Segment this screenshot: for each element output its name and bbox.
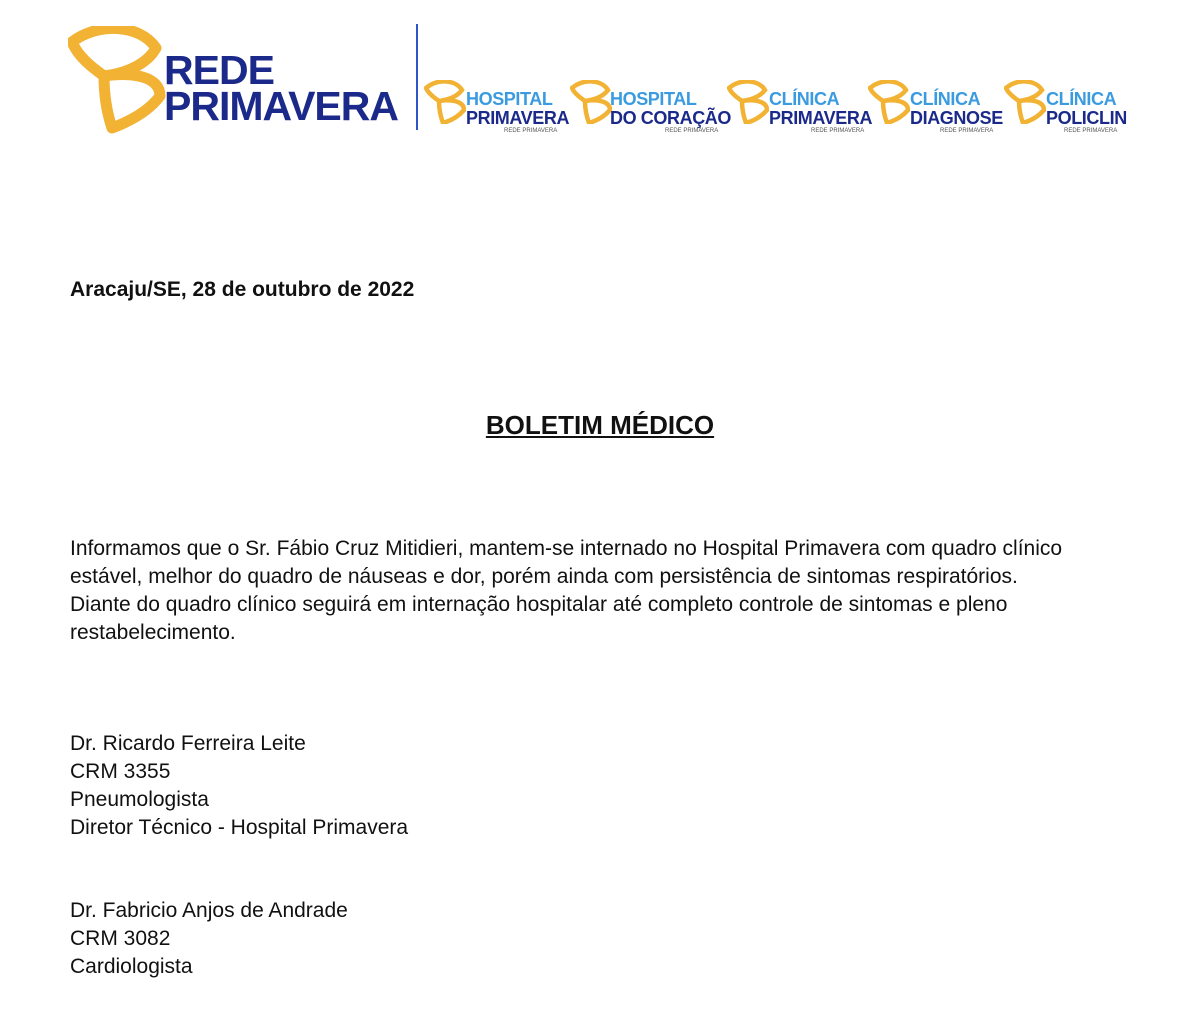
sub-logo-tag: REDE PRIMAVERA xyxy=(811,128,865,134)
hospital-primavera-logo xyxy=(424,78,574,140)
sub-logo-line2: DO CORAÇÃO xyxy=(610,108,731,128)
sub-logo-tag: REDE PRIMAVERA xyxy=(1064,128,1118,134)
sub-logo-line2: DIAGNOSE xyxy=(910,108,1003,128)
signature-name: Dr. Ricardo Ferreira Leite xyxy=(70,732,306,755)
butterfly-icon xyxy=(570,80,612,124)
sub-logo-tag: REDE PRIMAVERA xyxy=(504,128,558,134)
butterfly-icon xyxy=(1004,80,1046,124)
sub-logo-line1: HOSPITAL xyxy=(610,89,697,109)
sub-logo-line2: PRIMAVERA xyxy=(769,108,873,128)
sub-logo-line1: CLÍNICA xyxy=(910,89,981,109)
bulletin-paragraph: Diante do quadro clínico seguirá em internação hospitalar até completo controle de sintomas e pleno restabelecimento. xyxy=(70,593,1008,644)
butterfly-icon xyxy=(68,26,168,136)
clinica-diagnose-logo xyxy=(868,78,1008,140)
sub-logo-line2: POLICLIN xyxy=(1046,108,1127,128)
sub-logo-tag: REDE PRIMAVERA xyxy=(665,128,719,134)
signature-name: Dr. Fabricio Anjos de Andrade xyxy=(70,899,348,922)
logo-line-rede: REDE xyxy=(164,47,274,93)
signature-specialty: Cardiologista xyxy=(70,955,193,978)
butterfly-icon xyxy=(727,80,769,124)
butterfly-icon xyxy=(424,80,466,124)
sub-logo-line2: PRIMAVERA xyxy=(466,108,570,128)
clinica-primavera-logo xyxy=(727,78,877,140)
sub-logo-line1: HOSPITAL xyxy=(466,89,553,109)
document-date: Aracaju/SE, 28 de outubro de 2022 xyxy=(70,278,415,301)
bulletin-body xyxy=(70,535,1130,647)
bulletin-paragraph: Informamos que o Sr. Fábio Cruz Mitidieri, mantem-se internado no Hospital Primavera com quadro clínico estável, melhor do quadro de náuseas e dor, porém ainda com persistência de sintomas respiratórios. xyxy=(70,537,1063,588)
signature-crm: CRM 3082 xyxy=(70,927,171,950)
document-title xyxy=(0,410,1200,441)
clinica-policlin-logo xyxy=(1004,78,1134,140)
signature-specialty: Pneumologista xyxy=(70,788,209,811)
logo-line-primavera: PRIMAVERA xyxy=(164,83,398,129)
sub-logo-line1: CLÍNICA xyxy=(1046,89,1117,109)
letterhead xyxy=(0,0,1200,150)
signature-block xyxy=(70,730,408,842)
sub-logo-tag: REDE PRIMAVERA xyxy=(940,128,994,134)
sub-logo-line1: CLÍNICA xyxy=(769,89,840,109)
signature-block xyxy=(70,897,348,981)
butterfly-icon xyxy=(868,80,910,124)
rede-primavera-logo xyxy=(68,26,413,136)
signature-role: Diretor Técnico - Hospital Primavera xyxy=(70,816,409,839)
header-divider xyxy=(416,24,418,130)
hospital-do-coracao-logo xyxy=(570,78,735,140)
document-title-text: BOLETIM MÉDICO xyxy=(485,410,715,440)
signature-crm: CRM 3355 xyxy=(70,760,171,783)
